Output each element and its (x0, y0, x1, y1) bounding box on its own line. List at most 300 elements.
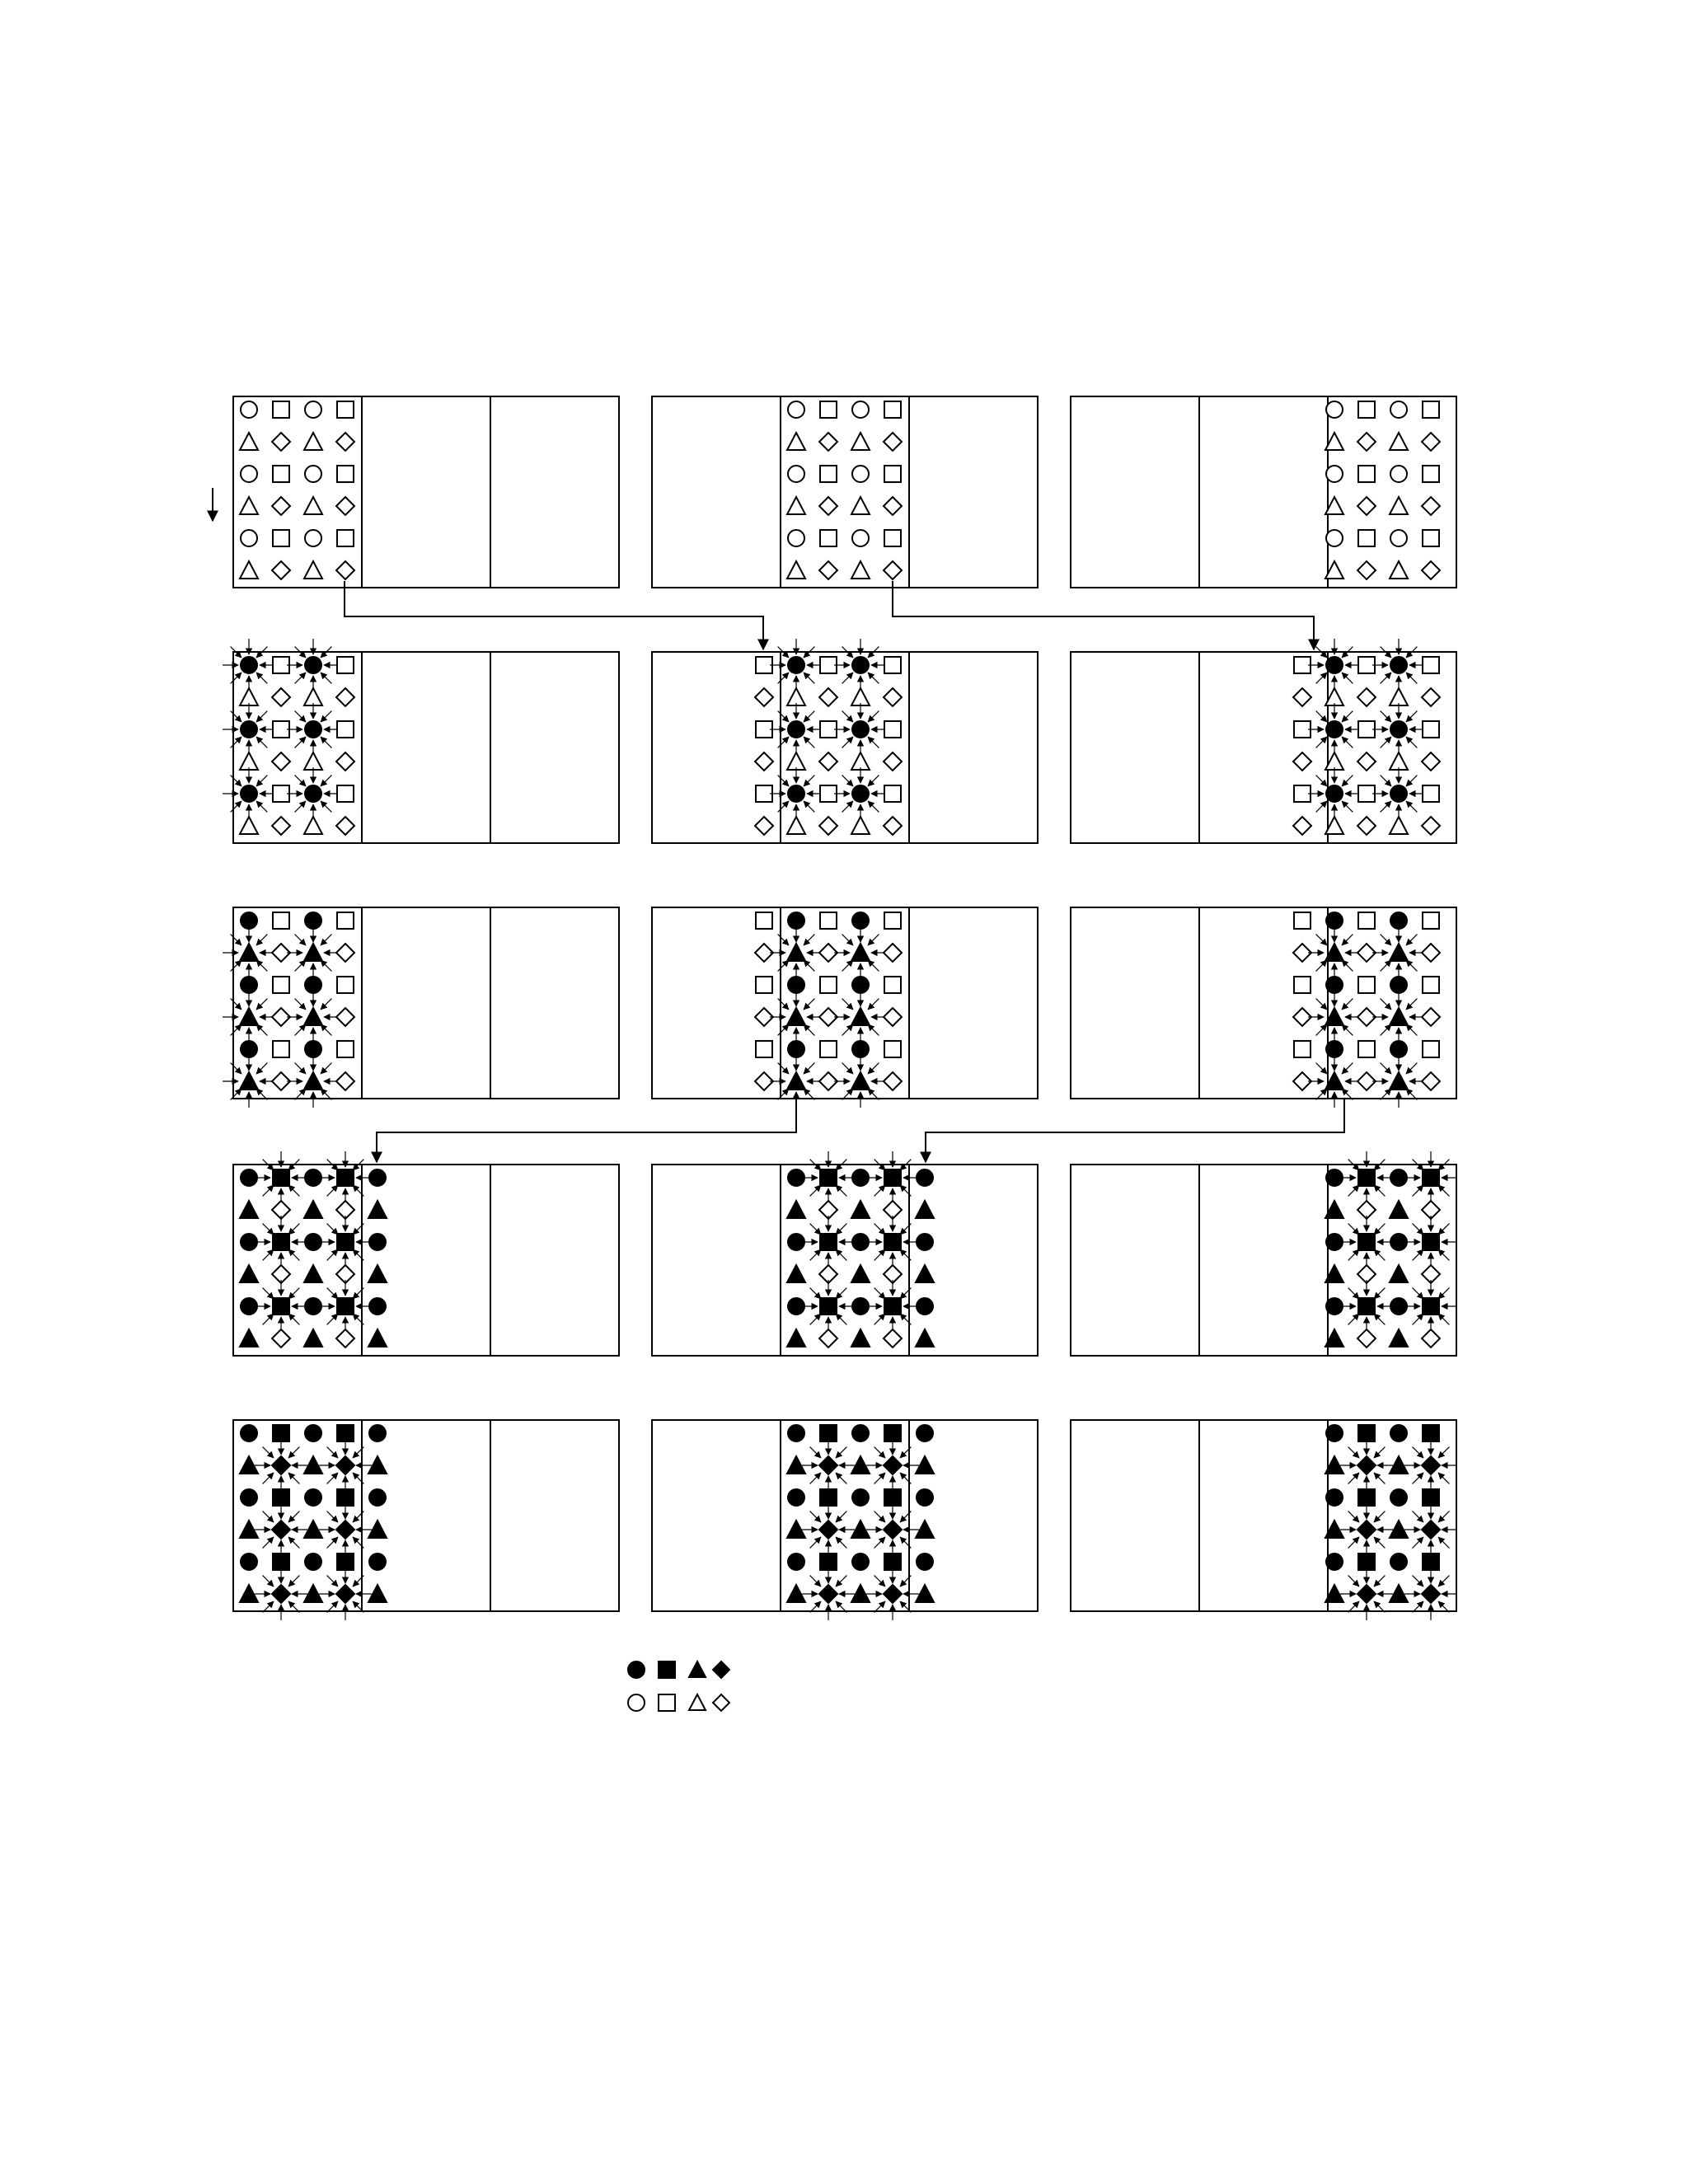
update-arrow (1348, 1576, 1359, 1586)
triangle-cell (916, 1265, 934, 1282)
update-arrow (256, 1063, 267, 1074)
square-cell (1294, 912, 1311, 929)
diamond-cell (819, 561, 837, 579)
update-arrow (842, 999, 853, 1010)
diamond-cell (1357, 1521, 1376, 1539)
square-cell (1294, 977, 1311, 993)
update-arrow (327, 1288, 338, 1299)
update-arrow (836, 1511, 846, 1522)
update-arrow (231, 711, 241, 722)
update-arrow (1374, 1537, 1385, 1548)
triangle-cell (1390, 944, 1408, 961)
triangle-cell (240, 817, 258, 834)
update-arrow (1348, 1473, 1359, 1483)
square-cell (756, 977, 772, 993)
update-arrow (327, 1224, 338, 1235)
update-arrow (804, 960, 814, 971)
diamond-cell (336, 1521, 354, 1539)
update-arrow (842, 935, 853, 945)
update-arrow (1413, 1473, 1423, 1483)
update-arrow (256, 737, 267, 748)
diamond-cell (819, 1585, 837, 1603)
square-cell (884, 1298, 901, 1315)
update-arrow (1316, 1024, 1327, 1035)
circle-cell (917, 1234, 933, 1250)
triangle-cell (304, 688, 322, 705)
square-cell (1358, 912, 1375, 929)
update-arrow (1374, 1288, 1385, 1299)
update-arrow (295, 1024, 306, 1035)
square-cell (337, 1041, 354, 1057)
update-arrow (1374, 1473, 1385, 1483)
update-arrow (804, 801, 814, 812)
update-arrow (263, 1314, 274, 1324)
triangle-cell (1390, 561, 1408, 579)
triangle-cell (787, 433, 805, 450)
update-arrow (1438, 1224, 1449, 1235)
square-cell (820, 530, 837, 546)
update-arrow (810, 1447, 821, 1458)
triangle-cell (304, 1072, 322, 1090)
transfer-arrow-rank1-to-rank0 (377, 1099, 796, 1162)
update-arrow (874, 1511, 885, 1522)
legend-filled-circle (628, 1661, 645, 1678)
triangle-cell (787, 1201, 805, 1218)
rank-1-stage-4-grid (652, 1151, 1038, 1356)
update-arrow (288, 1537, 299, 1548)
square-cell (337, 1298, 354, 1315)
square-cell (1423, 912, 1439, 929)
square-cell (273, 1234, 289, 1250)
circle-cell (1326, 401, 1343, 418)
update-arrow (836, 1288, 846, 1299)
update-arrow (1374, 1224, 1385, 1235)
update-arrow (810, 1288, 821, 1299)
update-arrow (1438, 1447, 1449, 1458)
circle-cell (241, 721, 257, 738)
triangle-cell (240, 1201, 258, 1218)
update-arrow (810, 1473, 821, 1483)
triangle-cell (240, 1265, 258, 1282)
circle-cell (852, 1554, 869, 1570)
update-arrow (842, 960, 853, 971)
circle-cell (241, 1489, 257, 1506)
update-arrow (804, 711, 814, 722)
update-arrow (1316, 801, 1327, 812)
update-arrow (327, 1185, 338, 1196)
diamond-cell (1422, 1072, 1440, 1090)
triangle-cell (304, 1201, 322, 1218)
update-arrow (1374, 1447, 1385, 1458)
update-arrow (256, 935, 267, 945)
diamond-cell (755, 817, 773, 835)
square-cell (273, 912, 289, 929)
circle-cell (788, 721, 804, 738)
update-arrow (804, 737, 814, 748)
update-arrow (1348, 1249, 1359, 1260)
update-arrow (1381, 960, 1391, 971)
diamond-cell (272, 1329, 290, 1347)
diamond-cell (1422, 944, 1440, 962)
triangle-cell (787, 944, 805, 961)
update-arrow (836, 1185, 846, 1196)
legend-filled-diamond (713, 1661, 729, 1678)
triangle-cell (851, 497, 870, 514)
update-arrow (321, 673, 331, 683)
diamond-cell (1422, 561, 1440, 579)
update-arrow (1316, 999, 1327, 1010)
diamond-cell (336, 817, 354, 835)
triangle-cell (851, 752, 870, 770)
square-cell (337, 977, 354, 993)
diamond-cell (336, 433, 354, 451)
update-arrow (231, 673, 241, 683)
square-cell (273, 1169, 289, 1186)
triangle-cell (304, 1265, 322, 1282)
diamond-cell (1357, 1585, 1376, 1603)
update-arrow (295, 776, 306, 786)
triangle-cell (851, 1201, 870, 1218)
square-cell (273, 1298, 289, 1315)
diamond-cell (884, 1585, 902, 1603)
circle-cell (917, 1554, 933, 1570)
triangle-cell (787, 752, 805, 770)
update-arrow (874, 1537, 885, 1548)
triangle-cell (240, 1072, 258, 1090)
square-cell (273, 977, 289, 993)
update-arrow (778, 999, 789, 1010)
update-arrow (321, 1063, 331, 1074)
update-arrow (1374, 1314, 1385, 1324)
update-arrow (1438, 1473, 1449, 1483)
rank-2-stage-2-grid (1071, 639, 1456, 843)
triangle-cell (304, 497, 322, 514)
square-cell (1423, 977, 1439, 993)
diamond-cell (1422, 1329, 1440, 1347)
square-cell (884, 657, 901, 673)
triangle-cell (787, 1072, 805, 1090)
update-arrow (1316, 673, 1327, 683)
legend-filled-square (659, 1661, 675, 1678)
update-arrow (804, 999, 814, 1010)
diamond-cell (1357, 1456, 1376, 1474)
triangle-cell (304, 752, 322, 770)
update-arrow (1381, 999, 1391, 1010)
diamond-cell (1422, 433, 1440, 451)
square-cell (820, 1041, 837, 1057)
diamond-cell (336, 497, 354, 515)
diamond-cell (336, 561, 354, 579)
circle-cell (852, 657, 869, 673)
update-arrow (874, 1473, 885, 1483)
update-arrow (868, 999, 879, 1010)
diamond-cell (884, 1329, 902, 1347)
update-arrow (1316, 935, 1327, 945)
update-arrow (1413, 1537, 1423, 1548)
rank-2-stage-3-grid (1071, 907, 1456, 1108)
update-arrow (327, 1537, 338, 1548)
triangle-cell (304, 561, 322, 579)
circle-cell (1326, 1489, 1343, 1506)
update-arrow (1413, 1288, 1423, 1299)
legend-open-circle (628, 1694, 645, 1711)
update-arrow (1381, 776, 1391, 786)
circle-cell (241, 785, 257, 802)
update-arrow (231, 935, 241, 945)
update-arrow (1413, 1249, 1423, 1260)
update-arrow (1381, 801, 1391, 812)
update-arrow (874, 1249, 885, 1260)
update-arrow (288, 1249, 299, 1260)
diamond-cell (819, 817, 837, 835)
circle-cell (369, 1169, 386, 1186)
triangle-cell (1390, 688, 1408, 705)
circle-cell (788, 1489, 804, 1506)
grid-frame (233, 396, 619, 588)
diamond-cell (884, 944, 902, 962)
circle-cell (305, 657, 321, 673)
circle-cell (1390, 785, 1407, 802)
update-arrow (1374, 1249, 1385, 1260)
circle-cell (241, 1554, 257, 1570)
triangle-cell (304, 944, 322, 961)
diamond-cell (1357, 688, 1376, 706)
diamond-cell (755, 752, 773, 771)
square-cell (820, 977, 837, 993)
update-arrow (868, 960, 879, 971)
rank-1-stage-5-grid (652, 1420, 1038, 1620)
legend-open-triangle (689, 1694, 706, 1710)
update-arrow (1316, 711, 1327, 722)
triangle-cell (240, 688, 258, 705)
triangle-cell (240, 433, 258, 450)
update-arrow (295, 1063, 306, 1074)
triangle-cell (787, 1008, 805, 1025)
update-arrow (321, 935, 331, 945)
update-arrow (810, 1511, 821, 1522)
update-arrow (327, 1314, 338, 1324)
circle-cell (852, 530, 869, 546)
update-arrow (868, 935, 879, 945)
update-arrow (836, 1537, 846, 1548)
update-arrow (1406, 1024, 1417, 1035)
diamond-cell (272, 1585, 290, 1603)
update-arrow (263, 1447, 274, 1458)
circle-cell (305, 466, 321, 482)
update-arrow (321, 737, 331, 748)
update-arrow (868, 1024, 879, 1035)
triangle-cell (851, 817, 870, 834)
update-arrow (836, 1576, 846, 1586)
triangle-cell (240, 752, 258, 770)
square-cell (884, 1041, 901, 1057)
legend-open-diamond (713, 1694, 729, 1711)
circle-cell (852, 785, 869, 802)
update-arrow (1342, 776, 1353, 786)
circle-cell (305, 1554, 321, 1570)
update-arrow (295, 711, 306, 722)
circle-cell (241, 466, 257, 482)
circle-cell (917, 1425, 933, 1441)
update-arrow (321, 801, 331, 812)
update-arrow (1381, 711, 1391, 722)
circle-cell (852, 1425, 869, 1441)
triangle-cell (851, 944, 870, 961)
square-cell (337, 466, 354, 482)
circle-cell (369, 1554, 386, 1570)
update-arrow (842, 801, 853, 812)
circle-cell (369, 1425, 386, 1441)
update-arrow (778, 1063, 789, 1074)
circle-cell (1390, 657, 1407, 673)
square-cell (1358, 1298, 1375, 1315)
square-cell (1423, 721, 1439, 738)
triangle-cell (1390, 1265, 1408, 1282)
circle-cell (917, 1169, 933, 1186)
update-arrow (1374, 1576, 1385, 1586)
update-arrow (836, 1249, 846, 1260)
circle-cell (788, 785, 804, 802)
diamond-cell (1422, 497, 1440, 515)
update-arrow (295, 737, 306, 748)
square-cell (884, 912, 901, 929)
update-arrow (321, 999, 331, 1010)
triangle-cell (787, 497, 805, 514)
diamond-cell (819, 752, 837, 771)
update-arrow (1348, 1314, 1359, 1324)
update-arrow (295, 960, 306, 971)
update-arrow (1342, 737, 1353, 748)
square-cell (884, 1169, 901, 1186)
update-arrow (810, 1249, 821, 1260)
legend-symbols (628, 1661, 729, 1711)
diamond-cell (272, 1521, 290, 1539)
triangle-cell (304, 1329, 322, 1347)
square-cell (337, 1169, 354, 1186)
circle-cell (305, 1489, 321, 1506)
update-arrow (1316, 960, 1327, 971)
update-arrow (1413, 1314, 1423, 1324)
square-cell (1358, 1234, 1375, 1250)
triangle-cell (1390, 497, 1408, 514)
square-cell (337, 657, 354, 673)
update-arrow (256, 673, 267, 683)
triangle-cell (368, 1201, 387, 1218)
circle-cell (1390, 1554, 1407, 1570)
update-arrow (256, 1024, 267, 1035)
triangle-cell (851, 1072, 870, 1090)
circle-cell (788, 466, 804, 482)
square-cell (756, 912, 772, 929)
square-cell (273, 530, 289, 546)
circle-cell (305, 1425, 321, 1441)
square-cell (1358, 1041, 1375, 1057)
circle-cell (852, 401, 869, 418)
diamond-cell (1422, 752, 1440, 771)
transfer-arrows (345, 581, 1344, 1162)
update-arrow (263, 1288, 274, 1299)
square-cell (1423, 1041, 1439, 1057)
rank-0-stage-4-grid (233, 1151, 619, 1356)
diamond-cell (336, 688, 354, 706)
update-arrow (1381, 673, 1391, 683)
diamond-cell (884, 1456, 902, 1474)
update-arrow (1342, 999, 1353, 1010)
update-arrow (1406, 960, 1417, 971)
update-arrow (327, 1447, 338, 1458)
diamond-cell (336, 1008, 354, 1026)
diamond-cell (1357, 561, 1376, 579)
rank-0-stage-3-grid (223, 907, 619, 1108)
update-arrow (842, 673, 853, 683)
update-arrow (1316, 737, 1327, 748)
update-arrow (1381, 737, 1391, 748)
circle-cell (1326, 721, 1343, 738)
diamond-cell (884, 1008, 902, 1026)
rank-1-stage-3-grid (652, 907, 1038, 1108)
update-arrow (295, 935, 306, 945)
update-arrow (1438, 1249, 1449, 1260)
update-arrow (256, 711, 267, 722)
triangle-cell (1390, 1201, 1408, 1218)
update-arrow (1342, 673, 1353, 683)
triangle-cell (1390, 1329, 1408, 1347)
update-arrow (231, 960, 241, 971)
diamond-cell (272, 1456, 290, 1474)
square-cell (884, 977, 901, 993)
update-arrow (1438, 1288, 1449, 1299)
circle-cell (369, 1489, 386, 1506)
update-arrow (874, 1576, 885, 1586)
square-cell (820, 912, 837, 929)
update-arrow (1413, 1447, 1423, 1458)
update-arrow (256, 801, 267, 812)
triangle-cell (1390, 1008, 1408, 1025)
transfer-arrow-rank0-to-rank1 (345, 581, 763, 649)
triangle-cell (1390, 1072, 1408, 1090)
square-cell (1294, 1041, 1311, 1057)
update-arrow (288, 1511, 299, 1522)
diamond-cell (336, 1456, 354, 1474)
diamond-cell (755, 688, 773, 706)
update-arrow (874, 1224, 885, 1235)
update-arrow (1406, 776, 1417, 786)
update-arrow (1413, 1185, 1423, 1196)
triangle-cell (851, 1329, 870, 1347)
circle-cell (1390, 721, 1407, 738)
update-arrow (874, 1447, 885, 1458)
diamond-cell (1422, 1456, 1440, 1474)
update-arrow (778, 1024, 789, 1035)
square-cell (884, 530, 901, 546)
square-cell (1358, 1169, 1375, 1186)
update-arrow (321, 711, 331, 722)
square-cell (1423, 657, 1439, 673)
circle-cell (1390, 1489, 1407, 1506)
grid-frame (233, 1165, 619, 1356)
square-cell (273, 401, 289, 418)
square-cell (1423, 785, 1439, 802)
diamond-cell (819, 1329, 837, 1347)
update-arrow (1348, 1224, 1359, 1235)
update-arrow (778, 711, 789, 722)
grid-frame (652, 1165, 1038, 1356)
update-arrow (1342, 801, 1353, 812)
transfer-arrow-rank1-to-rank2 (893, 581, 1314, 649)
rank-0-stage-2-grid (223, 639, 619, 843)
circle-cell (1390, 466, 1407, 482)
triangle-cell (240, 1329, 258, 1347)
